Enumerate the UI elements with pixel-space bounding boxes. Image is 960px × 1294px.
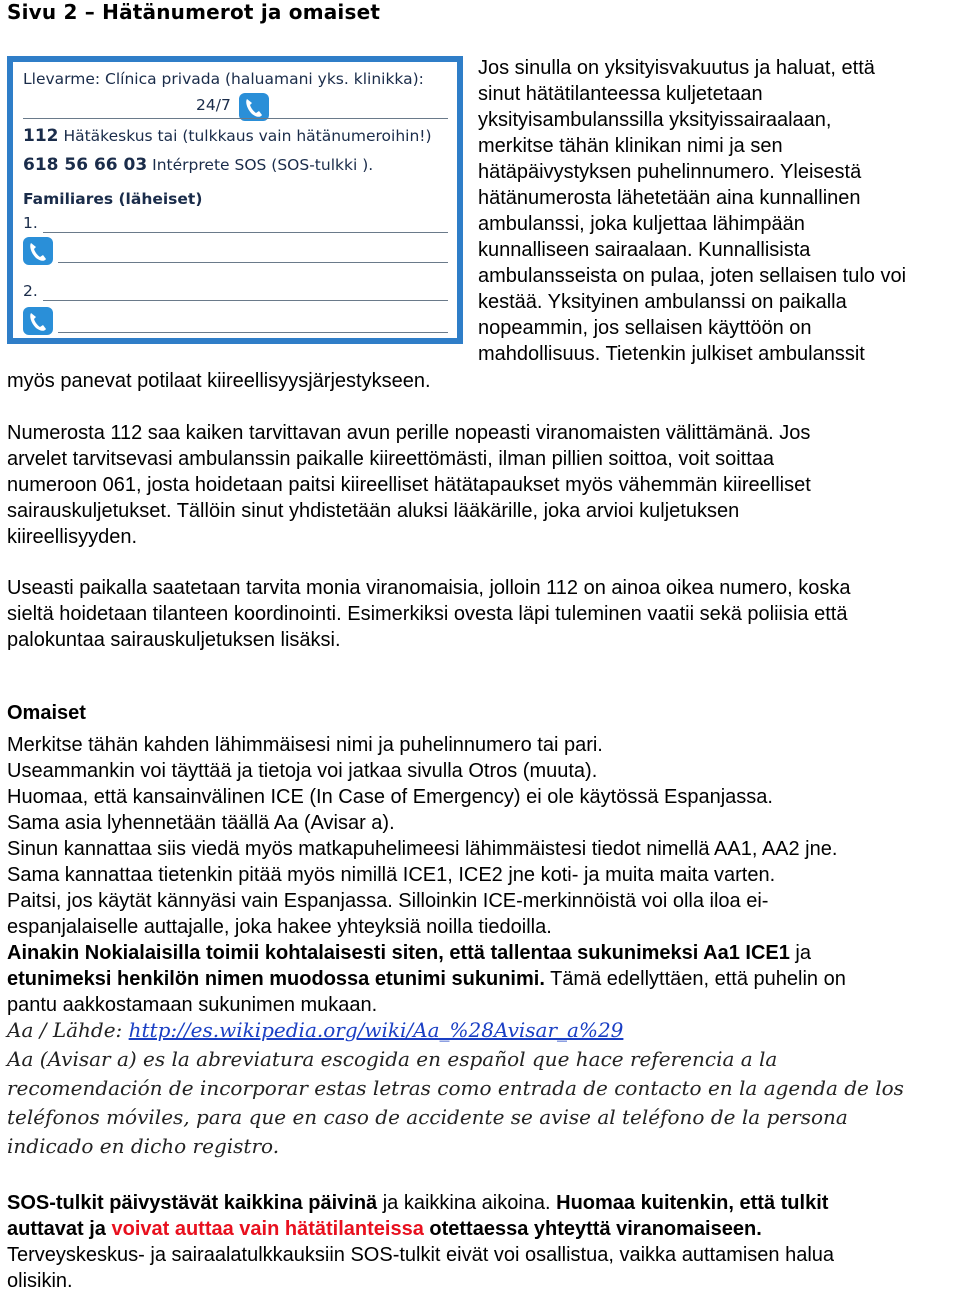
number-618: 618 56 66 03 bbox=[23, 155, 148, 175]
familiares-label: Familiares (läheiset) bbox=[23, 190, 203, 208]
text-line: Jos sinulla on yksityisvakuutus ja haluat, että bbox=[478, 57, 875, 79]
nokia-bold-text: Ainakin Nokialaisilla toimii kohtalaisesti siten, että tallentaa sukunimeksi Aa1 ICE1 bbox=[7, 942, 790, 964]
text-line: Huomaa, että kansainvälinen ICE (In Case of Emergency) ei ole käytössä Espanjassa. bbox=[7, 786, 773, 808]
text-line: pantu aakkostamaan sukunimen mukaan. bbox=[7, 994, 378, 1016]
text-line: Merkitse tähän kahden lähimmäisesi nimi ja puhelinnumero tai pari. bbox=[7, 734, 603, 756]
text-line: hätänumerosta lähetetään aina kunnallinen bbox=[478, 187, 861, 209]
sos-text: ja kaikkina aikoina. bbox=[377, 1192, 557, 1214]
text-line: numeroon 061, josta hoidetaan paitsi kiireelliset hätätapaukset myös vähemmän kiireelliset bbox=[7, 474, 811, 496]
sos-line-2 bbox=[7, 1216, 960, 1242]
clinic-line[interactable] bbox=[23, 118, 448, 119]
text-line: merkitse tähän klinikan nimi ja sen bbox=[478, 135, 783, 157]
nokia-text: ja bbox=[789, 942, 811, 964]
sos-bold-text: Huomaa kuitenkin, että tulkit bbox=[556, 1192, 829, 1214]
text-line: Useasti paikalla saatetaan tarvita monia viranomaisia, jolloin 112 on ainoa oikea numero, koska bbox=[7, 577, 851, 599]
contact-2-name-line[interactable] bbox=[43, 300, 448, 301]
text-line: olisikin. bbox=[7, 1270, 73, 1292]
text-line: palokuntaa sairauskuljetuksen lisäksi. bbox=[7, 629, 341, 651]
text-line: Sama asia lyhennetään täällä Aa (Avisar a). bbox=[7, 812, 395, 834]
nokia-text: Tämä edellyttäen, että puhelin on bbox=[544, 968, 846, 990]
phone-icon bbox=[23, 237, 53, 265]
text-line: sinut hätätilanteessa kuljetetaan bbox=[478, 83, 763, 105]
text-line: ambulansseista on pulaa, joten sellaisen tulo voi bbox=[478, 265, 907, 287]
contact-1-label: 1. bbox=[23, 214, 38, 232]
intro-paragraph bbox=[478, 55, 960, 367]
text-line: teléfonos móviles, para que en caso de accidente se avise al teléfono de la persona bbox=[7, 1105, 848, 1129]
nokia-bold-text: etunimeksi henkilön nimen muodossa etunimi sukunimi. bbox=[7, 968, 545, 990]
number-112-text: Hätäkeskus tai (tulkkaus vain hätänumeroihin!) bbox=[63, 127, 432, 145]
text-line: Numerosta 112 saa kaiken tarvittavan avun perille nopeasti viranomaisten välittämänä. Jos bbox=[7, 422, 811, 444]
text-line: Sama kannattaa tietenkin pitää myös nimillä ICE1, ICE2 jne koti- ja muita maita varten. bbox=[7, 864, 776, 886]
phone-icon bbox=[23, 307, 53, 335]
text-line: Paitsi, jos käytät kännyäsi vain Espanjassa. Silloinkin ICE-merkinnöistä voi olla iloa ei- bbox=[7, 890, 769, 912]
nokia-line-2 bbox=[7, 966, 960, 992]
omaiset-heading: Omaiset bbox=[7, 702, 86, 724]
wikipedia-link[interactable]: http://es.wikipedia.org/wiki/Aa_%28Avisar_a%29 bbox=[128, 1018, 624, 1042]
hours-label: 24/7 bbox=[196, 96, 231, 114]
phone-icon bbox=[239, 93, 269, 121]
text-line: Useammankin voi täyttää ja tietoja voi jatkaa sivulla Otros (muuta). bbox=[7, 760, 598, 782]
text-line: kunnalliseen sairaalaan. Kunnallisista bbox=[478, 239, 811, 261]
intro-continuation: myös panevat potilaat kiireellisyysjärjestykseen. bbox=[7, 370, 431, 392]
text-line: Terveyskeskus- ja sairaalatulkkauksiin SOS-tulkit eivät voi osallistua, vaikka auttamisen halua bbox=[7, 1244, 835, 1266]
text-line: recomendación de incorporar estas letras como entrada de contacto en la agenda de los bbox=[7, 1076, 904, 1100]
text-line: kiireellisyyden. bbox=[7, 526, 138, 548]
text-line: arvelet tarvitsevasi ambulanssin paikalle kiireettömästi, ilman pillien soittoa, voit soittaa bbox=[7, 448, 775, 470]
text-line: indicado en dicho registro. bbox=[7, 1134, 280, 1158]
number-618-text: Intérprete SOS (SOS-tulkki ). bbox=[152, 156, 374, 174]
text-line: hätäpäivystyksen puhelinnumero. Yleisestä bbox=[478, 161, 862, 183]
number-112: 112 bbox=[23, 126, 59, 146]
contact-2-phone-line[interactable] bbox=[58, 332, 448, 333]
sos-bold-text: SOS-tulkit päivystävät kaikkina päivinä bbox=[7, 1192, 378, 1214]
text-line: Sinun kannattaa siis viedä myös matkapuhelimeesi lähimmäistesi tiedot nimellä AA1, AA2 jne. bbox=[7, 838, 838, 860]
paragraph-112 bbox=[7, 420, 960, 550]
nokia-line-1 bbox=[7, 940, 960, 966]
text-line: mahdollisuus. Tietenkin julkiset ambulanssit bbox=[478, 343, 865, 365]
source-label: Aa / Lähde: bbox=[7, 1018, 129, 1042]
text-line: sieltä hoidetaan tilanteen koordinointi. Esimerkiksi ovesta läpi tuleminen vaatii sekä poliisia että bbox=[7, 603, 848, 625]
sos-line-1 bbox=[7, 1190, 960, 1216]
contact-2-label: 2. bbox=[23, 282, 38, 300]
sos-bold-text: auttavat ja bbox=[7, 1218, 112, 1240]
text-line: Aa (Avisar a) es la abreviatura escogida en español que hace referencia a la bbox=[7, 1047, 778, 1071]
omaiset-paragraph bbox=[7, 732, 960, 1018]
paragraph-useasti bbox=[7, 575, 960, 653]
text-line: kestää. Yksityinen ambulanssi on paikalla bbox=[478, 291, 847, 313]
emergency-card bbox=[7, 56, 463, 344]
contact-1-phone-line[interactable] bbox=[58, 262, 448, 263]
text-line: espanjalaiselle auttajalle, joka hakee yhteyksiä noilla tiedoilla. bbox=[7, 916, 552, 938]
text-line: ambulanssi, joka kuljettaa lähimpään bbox=[478, 213, 805, 235]
contact-1-name-line[interactable] bbox=[43, 232, 448, 233]
sos-paragraph bbox=[7, 1190, 960, 1294]
sos-bold-text: otettaessa yhteyttä viranomaiseen. bbox=[423, 1218, 762, 1240]
text-line: sairauskuljetukset. Tällöin sinut yhdistetään aluksi lääkärille, joka arvioi kuljetuksen bbox=[7, 500, 740, 522]
sos-red-text: voivat auttaa vain hätätilanteissa bbox=[111, 1218, 424, 1240]
page-title: Sivu 2 – Hätänumerot ja omaiset bbox=[7, 0, 381, 24]
text-line: nopeammin, jos sellaisen käyttöön on bbox=[478, 317, 812, 339]
llevarme-label: Llevarme: Clínica privada (haluamani yks. klinikka): bbox=[23, 70, 424, 88]
source-block bbox=[7, 1016, 960, 1161]
text-line: yksityisambulanssilla yksityissairaalaan, bbox=[478, 109, 832, 131]
